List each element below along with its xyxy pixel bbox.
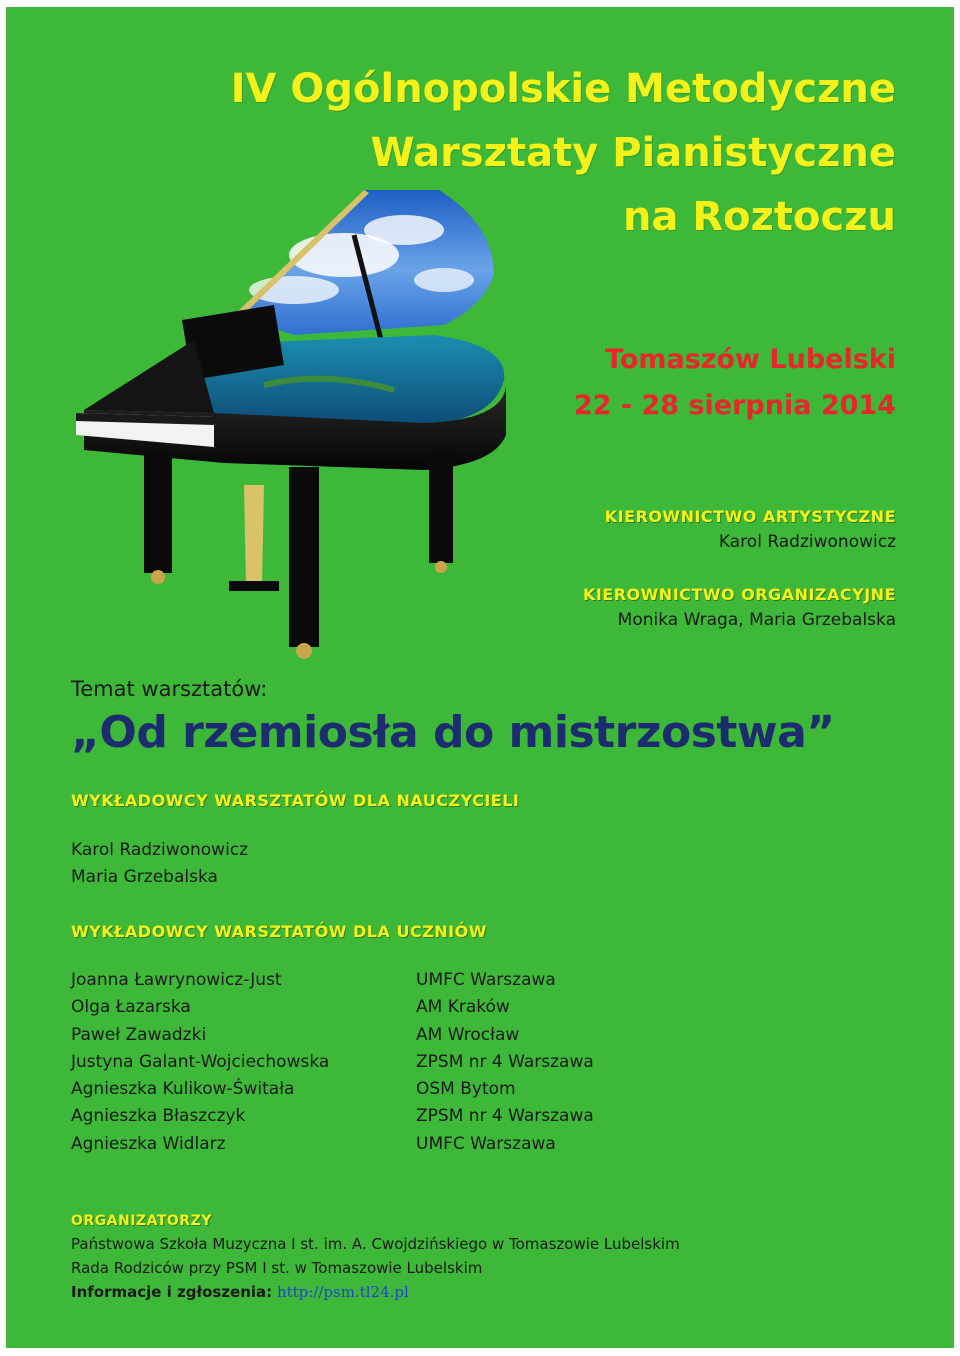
lecturer-school: AM Wrocław [416,1024,520,1045]
lecturer-name: Agnieszka Kulikow-Świtała [71,1079,295,1100]
organizers-info [71,1283,409,1301]
lecturer-school: ZPSM nr 4 Warszawa [416,1106,594,1127]
event-city: Tomaszów Lubelski [604,344,896,375]
event-dates: 22 - 28 sierpnia 2014 [573,390,896,421]
list-item: Karol Radziwonowicz [71,840,249,860]
info-link[interactable]: http://psm.tl24.pl [276,1283,409,1301]
theme-label: Temat warsztatów: [71,677,268,701]
lecturer-name: Olga Łazarska [71,997,191,1018]
organizers-line-1: Państwowa Szkoła Muzyczna I st. im. A. Cwojdzińskiego w Tomaszowie Lubelskim [71,1235,680,1253]
lecturer-name: Joanna Ławrynowicz-Just [71,970,282,990]
organizational-direction [583,585,896,630]
artistic-heading: KIEROWNICTWO ARTYSTYCZNE [604,507,896,526]
organizational-heading: KIEROWNICTWO ORGANIZACYJNE [582,585,896,604]
teachers-list [71,837,248,892]
lecturer-name: Paweł Zawadzki [71,1024,207,1045]
poster [6,7,954,1348]
lecturer-school: AM Kraków [416,997,510,1018]
theme-text: „Od rzemiosła do mistrzostwa” [71,707,835,758]
artistic-names: Karol Radziwonowicz [718,532,896,552]
lecturer-name: Agnieszka Widlarz [71,1133,226,1154]
lecturer-school: UMFC Warszawa [416,970,556,990]
title-line-1: IV Ogólnopolskie Metodyczne [230,66,896,112]
students-heading: WYKŁADOWCY WARSZTATÓW DLA UCZNIÓW [71,922,487,941]
info-label: Informacje i zgłoszenia: [71,1283,273,1301]
list-item: Maria Grzebalska [71,867,218,888]
lecturer-school: UMFC Warszawa [416,1133,556,1154]
teachers-heading: WYKŁADOWCY WARSZTATÓW DLA NAUCZYCIELI [71,791,520,810]
organizers-line-2: Rada Rodziców przy PSM I st. w Tomaszowie Lubelskim [71,1259,483,1277]
lecturer-school: ZPSM nr 4 Warszawa [416,1051,594,1072]
lecturer-name: Agnieszka Błaszczyk [71,1106,246,1127]
artistic-direction [605,507,896,552]
title-line-2: Warsztaty Pianistyczne [370,130,896,176]
lecturer-school: OSM Bytom [416,1079,516,1100]
lecturer-name: Justyna Galant-Wojciechowska [71,1051,330,1072]
organizational-names: Monika Wraga, Maria Grzebalska [617,610,896,630]
title-line-3: na Roztoczu [622,194,896,240]
event-info [396,337,896,429]
students-names [71,967,329,1158]
students-schools [416,967,594,1158]
organizers-heading: ORGANIZATORZY [71,1213,212,1229]
